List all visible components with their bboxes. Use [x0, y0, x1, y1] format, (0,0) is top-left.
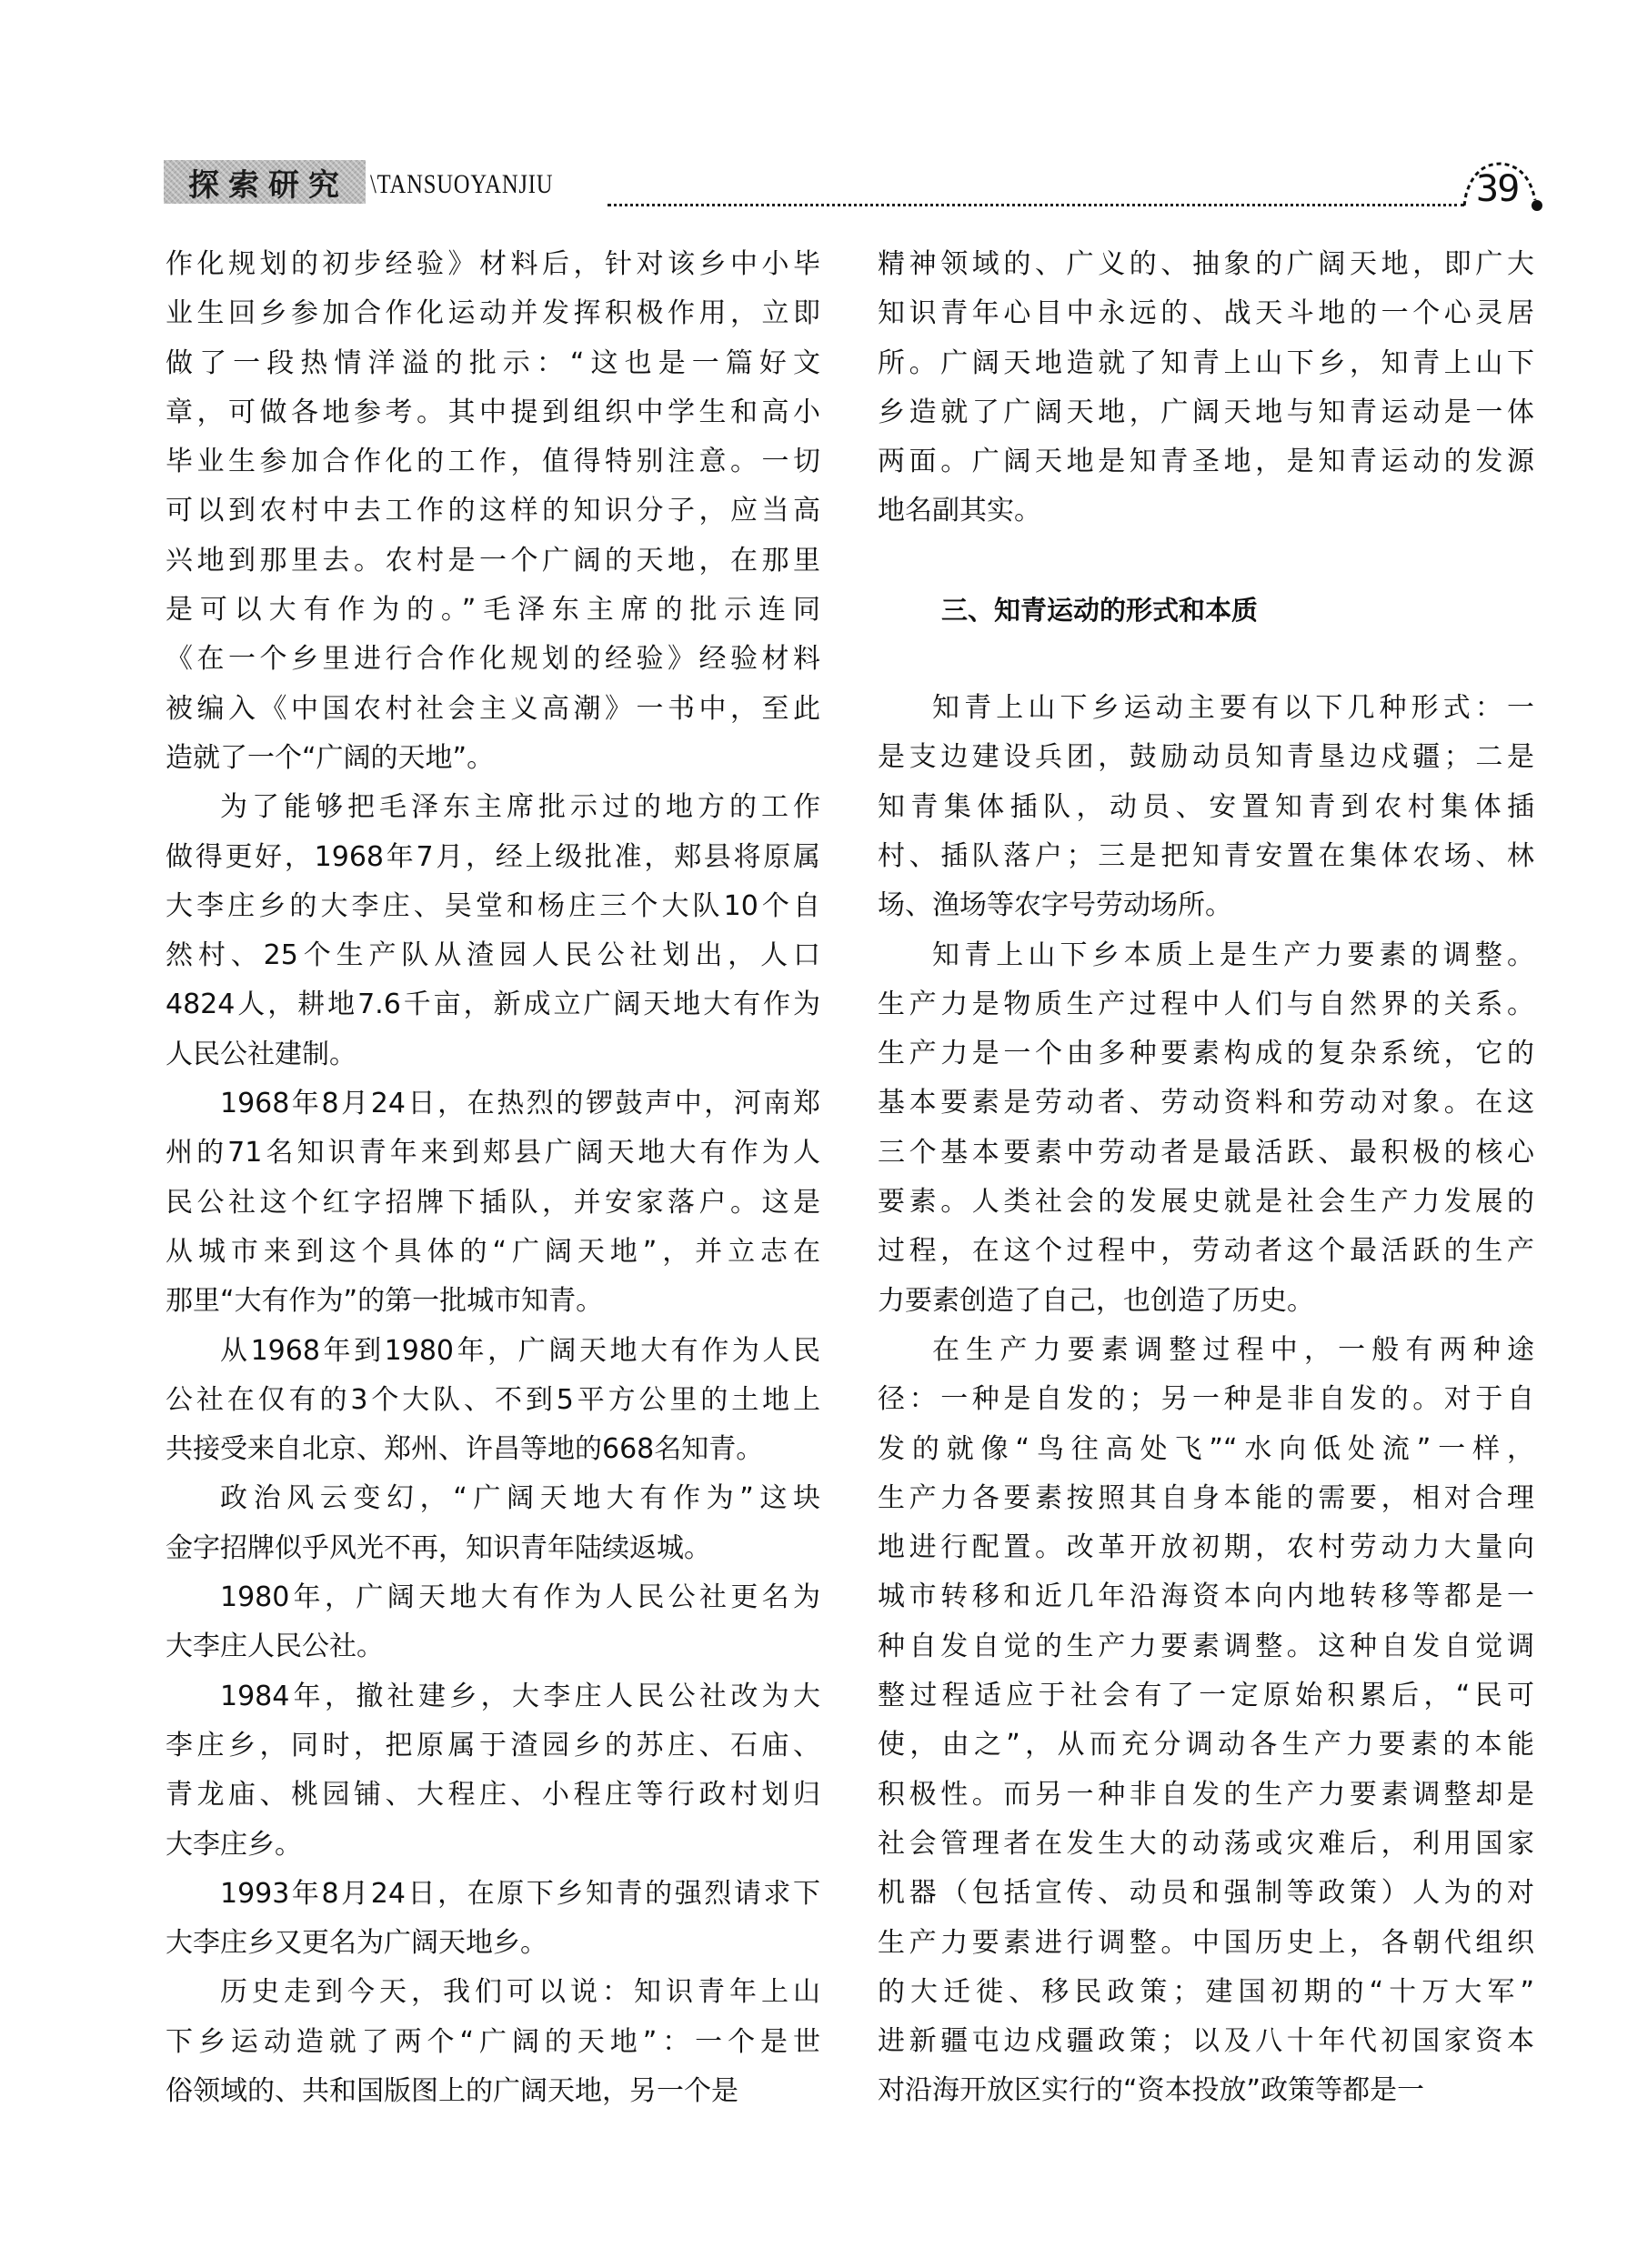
text-line: 金字招牌似乎风光不再，知识青年陆续返城。: [166, 1531, 711, 1564]
text-line: 是支边建设兵团，鼓励动员知青垦边戍疆；二是: [878, 741, 1534, 774]
spacer: [878, 537, 1534, 586]
section-tag: 探索研究: [188, 166, 348, 204]
text-line: 政治风云变幻，“广阔天地大有作为”这块: [220, 1482, 820, 1515]
text-line: 城市转移和近几年沿海资本向内地转移等都是一: [878, 1581, 1534, 1613]
text-line: 进新疆屯边戍疆政策；以及八十年代初国家资本: [878, 2025, 1534, 2058]
section-heading: 三、知青运动的形式和本质: [941, 594, 1259, 626]
right-column: [878, 240, 1534, 2116]
text-line: 大李庄乡。: [166, 1828, 302, 1861]
text-line: 然村、25个生产队从渣园人民公社划出，人口: [166, 939, 820, 972]
paragraph: [878, 684, 1534, 930]
header-dotted-rule: [608, 204, 1464, 206]
paragraph: [166, 1079, 820, 1326]
text-line: 大李庄乡的大李庄、吴堂和杨庄三个大队10个自: [166, 889, 820, 922]
text-line: 共接受来自北京、郑州、许昌等地的668名知青。: [166, 1433, 764, 1466]
text-line: 两面。广阔天地是知青圣地，是知青运动的发源: [878, 446, 1534, 478]
text-line: 对沿海开放区实行的“资本投放”政策等都是一: [878, 2074, 1425, 2107]
paragraph: [166, 1327, 820, 1475]
text-line: 俗领域的、共和国版图上的广阔天地，另一个是: [166, 2074, 738, 2107]
text-line: 章，可做各地参考。其中提到组织中学生和高小: [166, 396, 820, 428]
page-number-badge: [1444, 160, 1544, 215]
text-line: 做得更好，1968年7月，经上级批准，郏县将原属: [166, 840, 820, 873]
running-header: [0, 0, 1637, 236]
text-line: 乡造就了广阔天地，广阔天地与知青运动是一体: [878, 396, 1534, 428]
text-line: 4824人，耕地7.6千亩，新成立广阔天地大有作为: [166, 988, 820, 1021]
text-line: 李庄乡，同时，把原属于渣园乡的苏庄、石庙、: [166, 1729, 820, 1761]
text-line: 发的就像“鸟往高处飞”“水向低处流”一样，: [878, 1432, 1534, 1465]
text-line: 使，由之”，从而充分调动各生产力要素的本能: [878, 1729, 1534, 1761]
paragraph: [166, 1870, 820, 1969]
text-line: 积极性。而另一种非自发的生产力要素调整却是: [878, 1778, 1534, 1811]
text-line: 历史走到今天，我们可以说：知识青年上山: [220, 1976, 820, 2009]
text-line: 所。广阔天地造就了知青上山下乡，知青上山下: [878, 346, 1534, 379]
left-column: [166, 240, 820, 2116]
text-line: 力要素创造了自己，也创造了历史。: [878, 1284, 1314, 1317]
text-line: 精神领域的、广义的、抽象的广阔天地，即广大: [878, 248, 1534, 280]
paragraph: [878, 1326, 1534, 2116]
text-line: 是可以大有作为的。”毛泽东主席的批示连同: [166, 594, 820, 627]
text-line: 州的71名知识青年来到郏县广阔天地大有作为人: [166, 1137, 820, 1169]
text-line: 机器（包括宣传、动员和强制等政策）人为的对: [878, 1877, 1534, 1910]
paragraph: [166, 1573, 820, 1672]
text-line: 地进行配置。改革开放初期，农村劳动力大量向: [878, 1531, 1534, 1564]
section-tag-box: [164, 160, 366, 204]
text-line: 基本要素是劳动者、劳动资料和劳动对象。在这: [878, 1087, 1534, 1119]
paragraph: [166, 1672, 820, 1870]
section-pinyin: \TANSUOYANJIU: [370, 169, 554, 199]
text-line: 要素。人类社会的发展史就是社会生产力发展的: [878, 1186, 1534, 1219]
text-line: 的大迁徙、移民政策；建国初期的“十万大军”: [878, 1975, 1534, 2008]
text-line: 大李庄人民公社。: [166, 1631, 384, 1663]
right-paragraphs: [878, 684, 1534, 2116]
text-line: 下乡运动造就了两个“广阔的天地”：一个是世: [166, 2025, 820, 2058]
text-line: 1968年8月24日，在热烈的锣鼓声中，河南郑: [220, 1088, 820, 1120]
text-line: 知青集体插队，动员、安置知青到农村集体插: [878, 790, 1534, 823]
text-line: 生产力各要素按照其自身本能的需要，相对合理: [878, 1481, 1534, 1514]
text-line: 1980年，广阔天地大有作为人民公社更名为: [220, 1581, 820, 1614]
text-line: 青龙庙、桃园铺、大程庄、小程庄等行政村划归: [166, 1779, 820, 1811]
text-line: 种自发自觉的生产力要素调整。这种自发自觉调: [878, 1630, 1534, 1662]
spacer: [878, 635, 1534, 684]
paragraph: [166, 783, 820, 1079]
text-line: 过程，在这个过程中，劳动者这个最活跃的生产: [878, 1235, 1534, 1268]
text-line: 整过程适应于社会有了一定原始积累后，“民可: [878, 1680, 1534, 1712]
paragraph: [878, 931, 1534, 1326]
text-line: 《在一个乡里进行合作化规划的经验》经验材料: [166, 643, 820, 676]
text-line: 三个基本要素中劳动者是最活跃、最积极的核心: [878, 1136, 1534, 1169]
text-line: 人民公社建制。: [166, 1038, 357, 1070]
page-number: 39: [1475, 168, 1519, 210]
text-line: 地名副其实。: [878, 495, 1041, 527]
text-line: 造就了一个“广阔的天地”。: [166, 741, 495, 774]
text-line: 在生产力要素调整过程中，一般有两种途: [932, 1333, 1534, 1366]
paragraph: [166, 1474, 820, 1573]
text-line: 做了一段热情洋溢的批示：“这也是一篇好文: [166, 346, 820, 379]
text-line: 可以到农村中去工作的这样的知识分子，应当高: [166, 495, 820, 527]
text-line: 那里“大有作为”的第一批城市知青。: [166, 1285, 604, 1318]
text-line: 知青上山下乡运动主要有以下几种形式：一: [932, 692, 1534, 725]
text-line: 毕业生参加合作化的工作，值得特别注意。一切: [166, 446, 820, 478]
text-line: 径：一种是自发的；另一种是非自发的。对于自: [878, 1383, 1534, 1416]
text-line: 1984年，撤社建乡，大李庄人民公社改为大: [220, 1680, 820, 1712]
text-line: 为了能够把毛泽东主席批示过的地方的工作: [220, 791, 820, 824]
text-line: 业生回乡参加合作化运动并发挥积极作用，立即: [166, 297, 820, 330]
right-intro-paragraph: [878, 240, 1534, 537]
paragraph: [878, 240, 1534, 537]
paragraph: [166, 1968, 820, 2116]
text-line: 生产力要素进行调整。中国历史上，各朝代组织: [878, 1926, 1534, 1959]
text-line: 从城市来到这个具体的“广阔天地”，并立志在: [166, 1235, 820, 1268]
text-line: 作化规划的初步经验》材料后，针对该乡中小毕: [166, 248, 820, 280]
text-line: 场、渔场等农字号劳动场所。: [878, 889, 1232, 922]
text-line: 生产力是一个由多种要素构成的复杂系统，它的: [878, 1038, 1534, 1070]
text-line: 知识青年心目中永远的、战天斗地的一个心灵居: [878, 297, 1534, 330]
text-line: 生产力是物质生产过程中人们与自然界的关系。: [878, 988, 1534, 1020]
text-line: 大李庄乡又更名为广阔天地乡。: [166, 1927, 547, 1960]
text-line: 社会管理者在发生大的动荡或灾难后，利用国家: [878, 1827, 1534, 1860]
text-line: 民公社这个红字招牌下插队，并安家落户。这是: [166, 1186, 820, 1219]
text-line: 1993年8月24日，在原下乡知青的强烈请求下: [220, 1877, 820, 1910]
text-line: 兴地到那里去。农村是一个广阔的天地，在那里: [166, 544, 820, 577]
text-line: 公社在仅有的3个大队、不到5平方公里的土地上: [166, 1383, 820, 1416]
text-line: 知青上山下乡本质上是生产力要素的调整。: [932, 938, 1534, 971]
paragraph: [166, 240, 820, 783]
text-line: 被编入《中国农村社会主义高潮》一书中，至此: [166, 692, 820, 725]
text-line: 村、插队落户；三是把知青安置在集体农场、林: [878, 839, 1534, 872]
text-line: 从1968年到1980年，广阔天地大有作为人民: [220, 1334, 820, 1367]
